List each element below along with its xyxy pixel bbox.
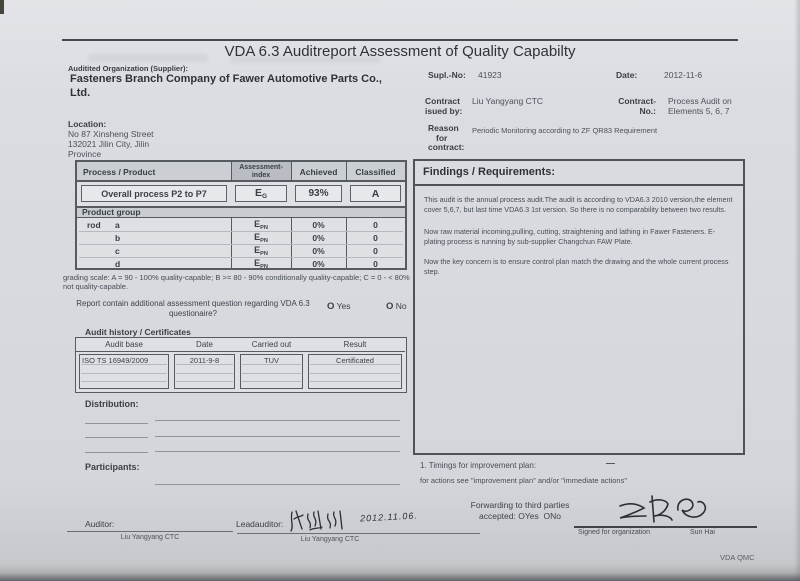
row-achieved: 0% bbox=[312, 246, 325, 256]
distribution-line bbox=[85, 437, 148, 438]
row-index: $E_{PN}$ bbox=[254, 219, 268, 231]
page-title: VDA 6.3 Auditreport Assessment of Quality Capabilty bbox=[224, 43, 576, 60]
row-letter: c bbox=[115, 246, 120, 256]
distribution-label: Distribution: bbox=[85, 399, 139, 409]
auditor-label: Auditor: bbox=[85, 519, 115, 529]
row-achieved: 0% bbox=[312, 233, 325, 243]
row-divider bbox=[310, 381, 400, 382]
participants-label: Participants: bbox=[85, 462, 140, 472]
col-achieved: Achieved bbox=[299, 167, 338, 177]
actions-note: for actions see "improvement plan" and/or "immediate actions" bbox=[420, 476, 627, 485]
grading-scale-note: grading scale: A = 90 - 100% quality-capable; B >= 80 - 90% conditionally quality-capable; C = 0 - < 80% not quality-capable. bbox=[63, 273, 410, 291]
history-audit-base-value: ISO TS 16949/2009 bbox=[82, 356, 149, 365]
findings-paragraph-2: Now raw material incoming,pulling, cutting, straightening and lathing in Fawer Fasteners. E-plating process is running by sub-supplier Changchun FAW Plate. bbox=[424, 227, 716, 246]
history-col-date: Date bbox=[196, 340, 213, 349]
date-label: Date: bbox=[616, 70, 638, 80]
row-letter: b bbox=[115, 233, 121, 243]
leadauditor-name: Liu Yangyang CTC bbox=[300, 536, 360, 543]
leadauditor-label: Leadauditor: bbox=[236, 519, 284, 529]
contract-by-label: Contract isued by: bbox=[425, 96, 463, 116]
findings-paragraph-3: Now the key concern is to ensure control plan match the drawing and the whole current process step. bbox=[424, 257, 729, 276]
divider bbox=[346, 162, 347, 180]
findings-title-underline bbox=[415, 184, 743, 186]
reason-value: Periodic Monitoring according to ZF QR83 Requirement bbox=[472, 126, 658, 135]
auditor-signature-line bbox=[67, 531, 233, 532]
row-classified: 0 bbox=[373, 259, 378, 269]
overall-process-cell: Overall process P2 to P7 bbox=[81, 185, 227, 202]
history-col-result: Result bbox=[343, 340, 367, 349]
questionnaire-question: Report contain additional assessment question regarding VDA 6.3 questionaire? bbox=[76, 299, 310, 318]
row-divider bbox=[81, 381, 167, 382]
assessment-table bbox=[75, 160, 407, 270]
row-index: $E_{PN}$ bbox=[254, 245, 268, 257]
reason-label: Reason for contract: bbox=[428, 123, 465, 152]
row-achieved: 0% bbox=[312, 259, 325, 269]
location-label: Location: bbox=[68, 119, 107, 129]
row-divider bbox=[242, 381, 301, 382]
history-result-value: Certificated bbox=[336, 356, 374, 365]
auditor-name: Liu Yangyang CTC bbox=[120, 534, 180, 541]
scan-bottom-shadow bbox=[0, 572, 800, 581]
distribution-line bbox=[155, 420, 400, 421]
contract-by-value: Liu Yangyang CTC bbox=[472, 96, 544, 106]
questionnaire-no: O No bbox=[386, 301, 407, 312]
signed-for-label: Signed for organization bbox=[578, 529, 650, 536]
contract-no-value: Process Audit on Elements 5, 6, 7 bbox=[668, 96, 732, 116]
row-classified: 0 bbox=[373, 220, 378, 230]
findings-title: Findings / Requirements: bbox=[423, 166, 556, 178]
row-achieved: 0% bbox=[312, 220, 325, 230]
signed-name: Sun Hai bbox=[690, 529, 715, 536]
product-group-label: Product group bbox=[82, 207, 141, 217]
row-divider bbox=[242, 373, 301, 374]
date-value: 2012-11-6 bbox=[664, 70, 703, 80]
col-assessment-index: Assessment- index bbox=[239, 164, 283, 179]
org-name-line1: Fasteners Branch Company of Fawer Automotive Parts Co., bbox=[70, 73, 382, 85]
history-box-carried-out bbox=[240, 354, 303, 389]
row-divider bbox=[81, 373, 167, 374]
overall-classified-cell: A bbox=[350, 185, 401, 202]
organization-signature-line bbox=[574, 526, 757, 528]
row-letter: d bbox=[115, 259, 121, 269]
distribution-line bbox=[155, 436, 400, 437]
col-classified: Classified bbox=[355, 167, 396, 177]
organization-handwritten-signature bbox=[616, 492, 726, 526]
row-divider bbox=[310, 373, 400, 374]
vda-qmc-brand: VDA QMC bbox=[720, 553, 755, 562]
distribution-line bbox=[155, 451, 400, 452]
scan-right-shadow bbox=[794, 0, 800, 581]
contract-no-label: Contract- No.: bbox=[618, 96, 656, 116]
divider bbox=[291, 162, 292, 180]
row-classified: 0 bbox=[373, 246, 378, 256]
forwarding-radio-yes-icon: O bbox=[518, 511, 525, 521]
history-date-value: 2011-9-8 bbox=[189, 356, 220, 365]
history-col-audit-base: Audit base bbox=[105, 340, 143, 349]
history-box-audit-base bbox=[79, 354, 169, 389]
findings-box bbox=[413, 159, 745, 455]
forwarding-line1: Forwarding to third parties bbox=[470, 500, 570, 510]
history-header-underline bbox=[76, 351, 405, 352]
org-name-line2: Ltd. bbox=[70, 87, 91, 99]
row-classified: 0 bbox=[373, 233, 378, 243]
overall-index-cell: $E_G$ bbox=[235, 185, 287, 202]
history-box-result bbox=[308, 354, 402, 389]
forwarding-radio-no-icon: O bbox=[543, 511, 551, 521]
questionnaire-yes: O Yes bbox=[327, 301, 351, 312]
history-col-carried-out: Carried out bbox=[251, 340, 292, 349]
timings-label: 1. Timings for improvement plan: bbox=[420, 461, 537, 470]
supplier-no-label: Supl.-No: bbox=[428, 70, 466, 80]
row-prefix-rod: rod bbox=[87, 220, 101, 230]
audit-history-table bbox=[75, 337, 407, 393]
overall-achieved-cell: 93% bbox=[295, 185, 342, 202]
row-letter: a bbox=[115, 220, 120, 230]
audit-history-label: Audit history / Certificates bbox=[85, 327, 191, 337]
radio-yes-icon: O bbox=[327, 301, 335, 312]
leadauditor-signature-line bbox=[237, 533, 480, 534]
supplier-no-value: 41923 bbox=[478, 70, 502, 80]
participants-line bbox=[155, 484, 400, 485]
findings-paragraph-1: This audit is the annual process audit.The audit is according to VDA6.3 2010 version,the element cover 5,6,7, but last time VDA6.3 1st version. So there is no comparability between two results. bbox=[424, 195, 733, 214]
org-label: Auditited Organization (Supplier): bbox=[68, 64, 188, 73]
distribution-line bbox=[85, 452, 148, 453]
row-index: $E_{PN}$ bbox=[254, 258, 268, 270]
timings-value: — bbox=[606, 458, 615, 468]
location-address: No 87 Xinsheng Street 132021 Jilin City, Jilin Province bbox=[68, 129, 154, 159]
title-rule bbox=[62, 39, 738, 41]
scan-corner-mark bbox=[0, 0, 4, 14]
leadauditor-signature-date: 2012.11.06. bbox=[359, 510, 419, 524]
forwarding-line2: accepted: OYes ONo bbox=[479, 511, 561, 521]
row-index: $E_{PN}$ bbox=[254, 232, 268, 244]
divider bbox=[231, 162, 232, 180]
radio-no-icon: O bbox=[386, 301, 394, 312]
history-box-date bbox=[174, 354, 235, 389]
history-carried-out-value: TUV bbox=[264, 356, 279, 365]
leadauditor-handwritten-signature bbox=[288, 506, 358, 534]
col-process-product: Process / Product bbox=[83, 167, 156, 177]
row-divider bbox=[176, 381, 233, 382]
row-divider bbox=[176, 373, 233, 374]
distribution-line bbox=[85, 423, 148, 424]
